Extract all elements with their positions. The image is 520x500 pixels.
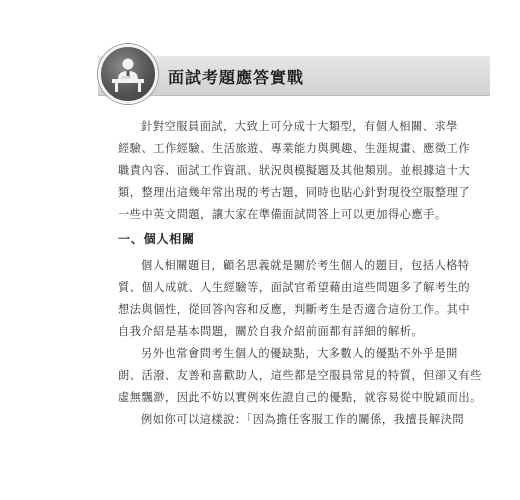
body-paragraph [118,255,471,343]
text-line: 虛無飄渺，因此不妨以實例來佐證自己的優點，就容易從中脫穎而出。 [118,391,482,404]
text-line: 個人相關題目，顧名思義就是關於考生個人的題目，包括人格特 [141,259,470,272]
body-paragraph [118,409,465,431]
interviewer-at-desk-icon [98,44,158,104]
section-heading: 一、個人相關 [118,232,195,246]
text-line: 職責內容、面試工作資訊、狀況與模擬題及其他類別。並根據這十大 [118,164,471,177]
text-line: 經驗、工作經驗、生活旅遊、專業能力與興趣、生涯規畫、應徵工作 [118,142,471,155]
text-line: 一些中英文問題，讓大家在準備面試問答上可以更加得心應手。 [118,208,447,221]
text-line: 類，整理出這幾年常出現的考古題，同時也貼心針對現役空服整理了 [118,186,471,199]
intro-paragraph [118,116,471,226]
text-line: 另外也常會問考生個人的優缺點，大多數人的優點不外乎是開 [141,347,458,360]
text-line: 例如你可以這樣說：「因為擔任客服工作的關係，我擅長解決問 [141,413,465,426]
body-paragraph [118,343,482,409]
text-line: 針對空服員面試，大致上可分成十大類型，有個人相關、求學 [141,120,458,133]
text-line: 質、個人成就、人生經驗等，面試官希望藉由這些問題多了解考生的 [118,281,471,294]
text-line: 朗、活潑、友善和喜歡助人，這些都是空服員常見的特質，但卻又有些 [118,369,482,382]
text-line: 自我介紹是基本問題，關於自我介紹前面都有詳細的解析。 [118,325,424,338]
chapter-title: 面試考題應答實戰 [168,68,305,87]
text-line: 想法與個性，從回答內容和反應，判斷考生是否適合這份工作。其中 [118,303,471,316]
